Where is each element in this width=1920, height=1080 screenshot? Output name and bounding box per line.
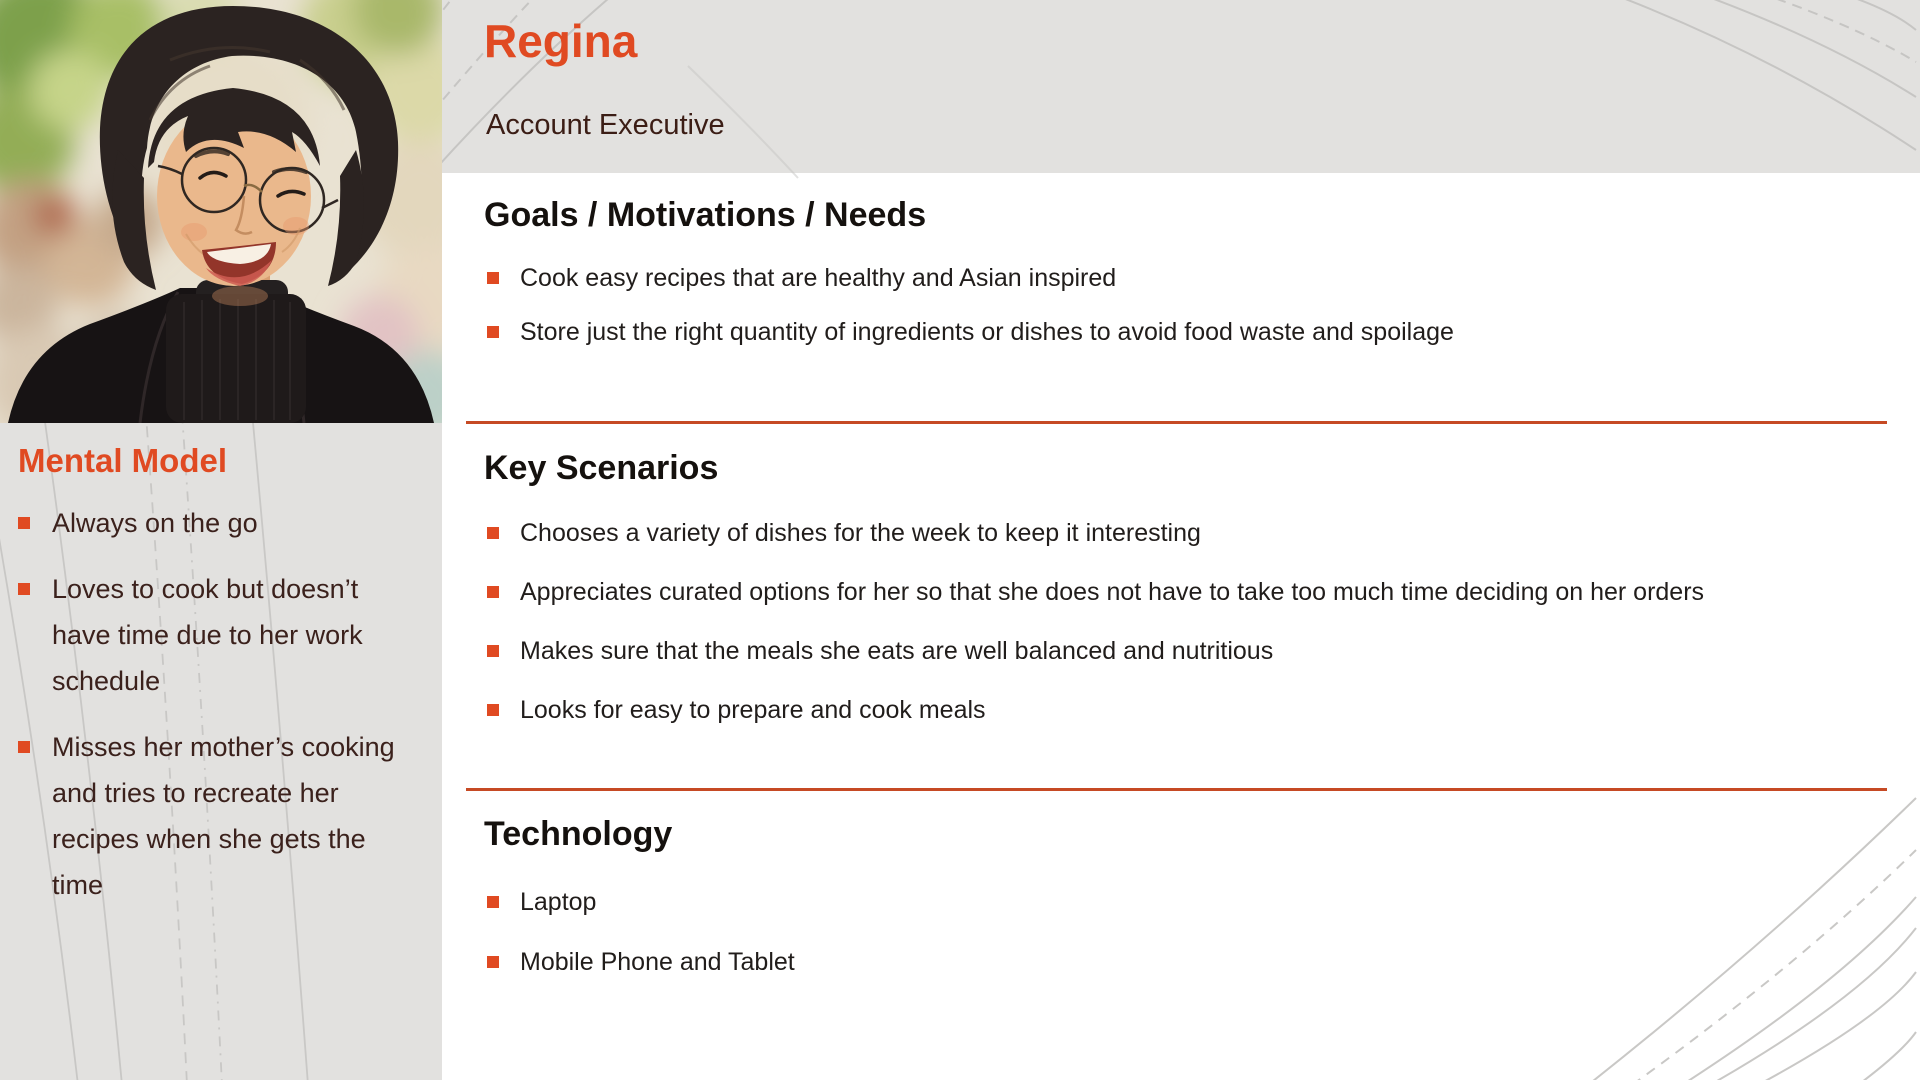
bullet-square-icon bbox=[487, 896, 499, 908]
list-item-text: Loves to cook but doesn’t have time due to her work schedule bbox=[52, 574, 363, 696]
list-item bbox=[487, 518, 1897, 548]
portrait-illustration bbox=[0, 0, 442, 423]
bullet-square-icon bbox=[487, 326, 499, 338]
bullet-square-icon bbox=[487, 586, 499, 598]
list-item bbox=[487, 887, 1897, 917]
technology-list bbox=[487, 887, 1897, 1007]
list-item-text: Cook easy recipes that are healthy and Asian inspired bbox=[520, 264, 1117, 292]
list-item-text: Makes sure that the meals she eats are well balanced and nutritious bbox=[520, 637, 1274, 665]
list-item-text: Looks for easy to prepare and cook meals bbox=[520, 696, 986, 724]
sidebar-title: Mental Model bbox=[18, 442, 228, 479]
page-title: Regina bbox=[484, 15, 638, 67]
bullet-square-icon bbox=[487, 704, 499, 716]
list-item-text: Appreciates curated options for her so that she does not have to take too much time deciding on her orders bbox=[520, 578, 1705, 606]
goals-list bbox=[487, 263, 1897, 371]
list-item bbox=[18, 724, 402, 908]
list-item bbox=[487, 263, 1897, 293]
persona-role: Account Executive bbox=[486, 109, 725, 141]
bullet-square-icon bbox=[487, 956, 499, 968]
list-item-text: Mobile Phone and Tablet bbox=[520, 948, 795, 976]
list-item bbox=[487, 317, 1897, 347]
section-title-goals: Goals / Motivations / Needs bbox=[484, 196, 927, 234]
bullet-square-icon bbox=[487, 645, 499, 657]
list-item-text: Laptop bbox=[520, 888, 597, 916]
bullet-square-icon bbox=[18, 741, 30, 753]
bullet-square-icon bbox=[487, 527, 499, 539]
section-divider bbox=[466, 421, 1887, 424]
section-divider bbox=[466, 788, 1887, 791]
list-item bbox=[487, 695, 1897, 725]
bullet-square-icon bbox=[18, 517, 30, 529]
list-item bbox=[18, 566, 402, 704]
section-title-key-scenarios: Key Scenarios bbox=[484, 449, 719, 487]
list-item bbox=[487, 636, 1897, 666]
key-scenarios-list bbox=[487, 518, 1897, 754]
bullet-square-icon bbox=[487, 272, 499, 284]
bullet-square-icon bbox=[18, 583, 30, 595]
list-item bbox=[487, 577, 1897, 607]
list-item bbox=[18, 500, 402, 546]
portrait-photo bbox=[0, 0, 442, 423]
list-item-text: Store just the right quantity of ingredients or dishes to avoid food waste and spoilage bbox=[520, 318, 1454, 346]
section-title-technology: Technology bbox=[484, 815, 673, 853]
list-item-text: Misses her mother’s cooking and tries to recreate her recipes when she gets the time bbox=[52, 732, 395, 900]
list-item-text: Always on the go bbox=[52, 508, 258, 538]
mental-model-list bbox=[18, 500, 402, 928]
list-item bbox=[487, 947, 1897, 977]
list-item-text: Chooses a variety of dishes for the week to keep it interesting bbox=[520, 519, 1201, 547]
